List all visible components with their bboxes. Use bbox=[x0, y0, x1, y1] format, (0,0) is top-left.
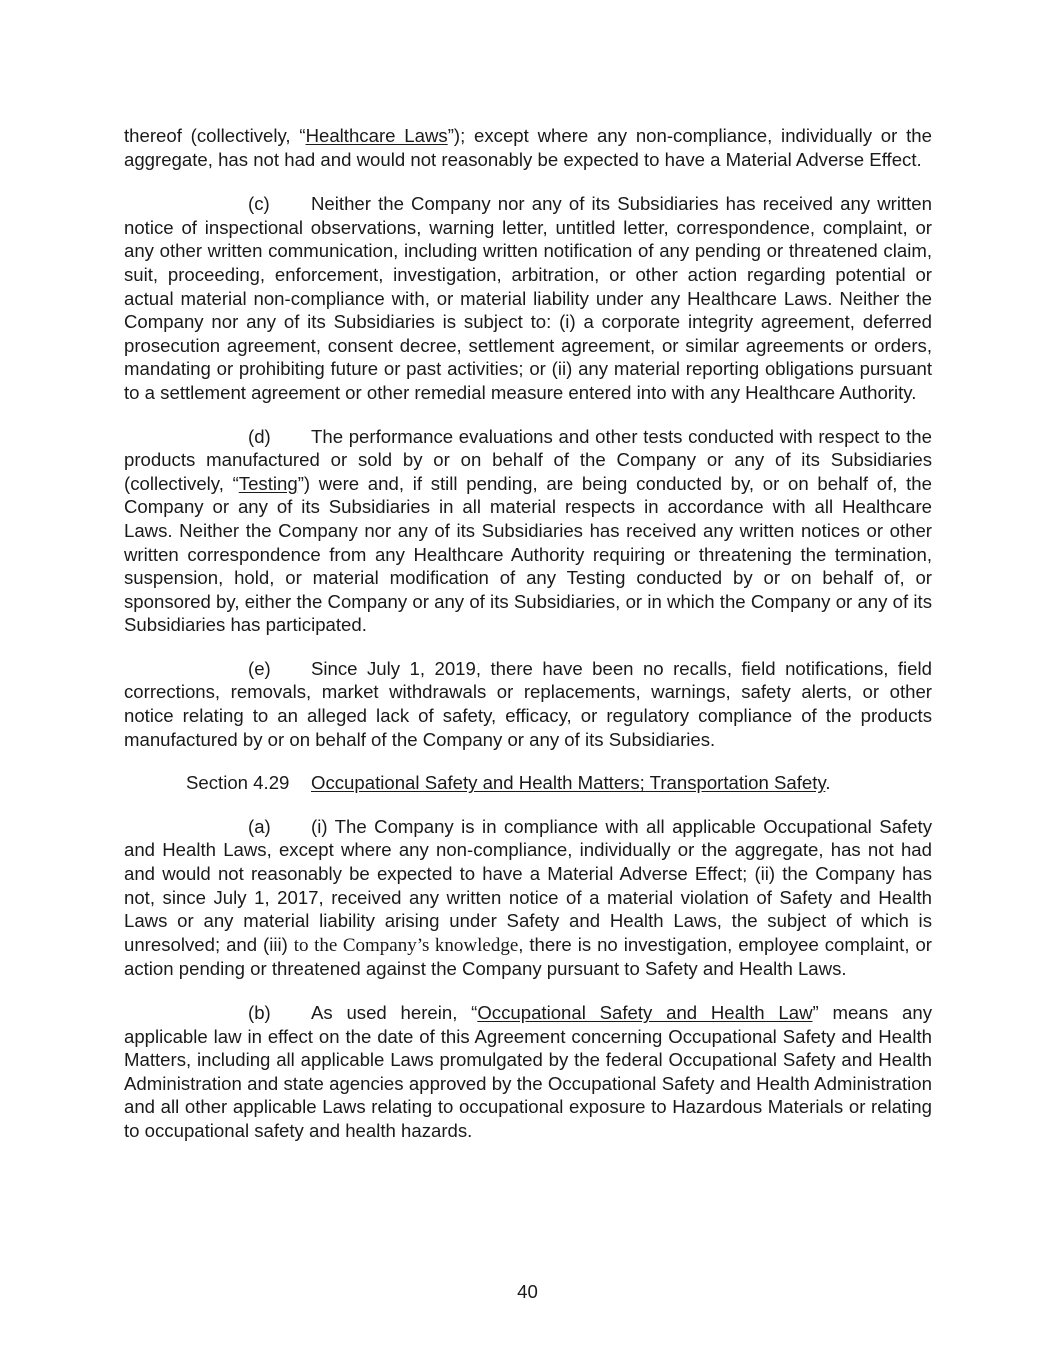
paragraph-label-b: (b) bbox=[248, 1002, 271, 1023]
paragraph-c bbox=[124, 192, 932, 404]
paragraph-a-text-post: , there is no investigation, employee complaint, or action pending or threatened against the Company pursuant to Safety and Health Laws. bbox=[124, 933, 932, 980]
paragraph-d-text-pre: The performance evaluations and other tests conducted with respect to the products manufactured or sold by or on behalf of the Company or any of its Subsidiaries (collectively, “ bbox=[124, 425, 932, 494]
paragraph-b-text-pre: As used herein, “ bbox=[311, 1002, 478, 1023]
section-number: Section 4.29 bbox=[186, 772, 290, 794]
paragraph-d bbox=[124, 425, 932, 637]
paragraph-b bbox=[124, 1001, 932, 1143]
defined-term-occupational-safety-and-health-law: Occupational Safety and Health Law bbox=[477, 1002, 813, 1023]
paragraph-a-text-pre: (i) The Company is in compliance with all applicable Occupational Safety and Health Laws, except where any non-compliance, individually or the aggregate, has not had and would not reasonably be expected to have a Material Adverse Effect; (ii) the Company has not, since July 1, 2017, received any written notice of a material violation of Safety and Health Laws or any material liability arising under Safety and Health Laws, the subject of which is unresolved; and (iii) bbox=[124, 815, 932, 955]
paragraph-a bbox=[124, 815, 932, 981]
section-heading-4-29 bbox=[186, 771, 932, 795]
paragraph-e bbox=[124, 657, 932, 751]
paragraph-e-text: Since July 1, 2019, there have been no recalls, field notifications, field corrections, removals, market withdrawals or replacements, warnings, safety alerts, or other notice relating to an alleged lack of safety, efficacy, or regulatory compliance of the products manufactured by or on behalf of the Company or any of its Subsidiaries. bbox=[124, 657, 932, 750]
intro-text-post: ”); except where any non-compliance, individually or the aggregate, has not had and would not reasonably be expected to have a Material Adverse Effect. bbox=[124, 125, 932, 170]
paragraph-label-a: (a) bbox=[248, 815, 271, 837]
defined-term-testing: Testing bbox=[238, 472, 298, 494]
section-title-period: . bbox=[825, 772, 831, 794]
paragraph-a-serif-run: to the Company’s knowledge bbox=[293, 934, 519, 956]
paragraph-b-text-post: ” means any applicable law in effect on the date of this Agreement concerning Occupational Safety and Health Matters, including all applicable Laws promulgated by the federal Occupational Safety and Health Administration and state agencies approved by the Occupational Safety and Health Administration and all other applicable Laws relating to occupational exposure to Hazardous Materials or relating to occupational safety and health hazards. bbox=[124, 1002, 932, 1141]
section-title: Occupational Safety and Health Matters; Transportation Safety bbox=[311, 772, 826, 794]
defined-term-healthcare-laws: Healthcare Laws bbox=[305, 125, 448, 146]
paragraph-label-e: (e) bbox=[248, 657, 271, 679]
paragraph-d-text-post: ”) were and, if still pending, are being conducted by, or on behalf of, the Company or any of its Subsidiaries in all material respects in accordance with all Healthcare Laws. Neither the Company nor any of its Subsidiaries has received any written notices or other written correspondence from any Healthcare Authority requiring or threatening the termination, suspension, hold, or material modification of any Testing conducted by or on behalf of, or sponsored by, either the Company or any of its Subsidiaries, or in which the Company or any of its Subsidiaries has participated. bbox=[124, 472, 932, 636]
paragraph-intro bbox=[124, 124, 932, 171]
paragraph-label-d: (d) bbox=[248, 425, 271, 447]
paragraph-c-text: Neither the Company nor any of its Subsidiaries has received any written notice of inspectional observations, warning letter, untitled letter, correspondence, complaint, or any other written communication, including written notification of any pending or threatened claim, suit, proceeding, enforcement, investigation, arbitration, or other action regarding potential or actual material non-compliance with, or material liability under any Healthcare Laws. Neither the Company nor any of its Subsidiaries is subject to: (i) a corporate integrity agreement, deferred prosecution agreement, consent decree, settlement agreement, or similar agreements or orders, mandating or prohibiting future or past activities; or (ii) any material reporting obligations pursuant to a settlement agreement or other remedial measure entered into with any Healthcare Authority. bbox=[124, 193, 932, 403]
paragraph-label-c: (c) bbox=[248, 193, 270, 215]
intro-text-pre: thereof (collectively, “ bbox=[124, 125, 306, 146]
document-page-body bbox=[124, 124, 932, 1163]
page-number: 40 bbox=[517, 1281, 538, 1302]
